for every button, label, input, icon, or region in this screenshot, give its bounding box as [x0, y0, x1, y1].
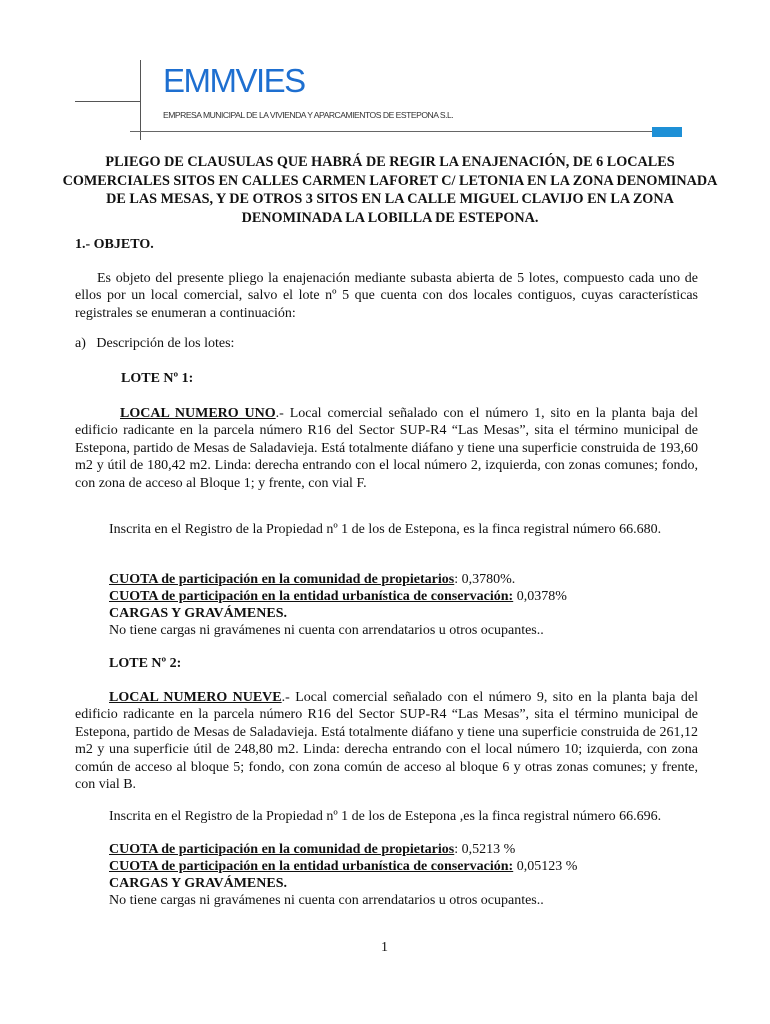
- lote-1-cargas-text: No tiene cargas ni gravámenes ni cuenta con arrendatarios u otros ocupantes..: [109, 623, 544, 638]
- lote-1-cuota-entidad-value: 0,0378%: [513, 589, 567, 604]
- lote-2-cargas-label: CARGAS Y GRAVÁMENES.: [109, 876, 288, 891]
- lote-2-cuota-propietarios: [109, 841, 515, 858]
- lote-2-cargas-text: No tiene cargas ni gravámenes ni cuenta con arrendatarios u otros ocupantes..: [109, 893, 544, 908]
- lote-1-cuota-propietarios: [109, 571, 515, 588]
- header-vertical-rule: [140, 60, 141, 140]
- header-bottom-rule: [130, 131, 682, 132]
- lote-2-registro: Inscrita en el Registro de la Propiedad nº 1 de los de Estepona ,es la finca registral número 66.696.: [109, 809, 662, 824]
- lote-2-description: [75, 689, 698, 793]
- lote-2-cuota-propietarios-value: : 0,5213 %: [454, 842, 516, 857]
- company-name: EMPRESA MUNICIPAL DE LA VIVIENDA Y APARCAMIENTOS DE ESTEPONA S.L.: [163, 110, 454, 120]
- lote-1-description-text: .- Local comercial señalado con el número 1, sito en la planta baja del edificio radicante en la parcela número R16 del Sector SUP-R4 “Las Mesas”, sita el término municipal de Estepona, partido de Mesas de Saladavieja. Está totalmente diáfano y tiene una superficie construida de 193,60 m2 y útil de 180,42 m2. Linda: derecha entrando con el local número 2, izquierda, con zonas comunes; fondo, con zona de acceso al Bloque 1; y frente, con vial F.: [75, 406, 698, 491]
- lote-1-cuota-entidad: [109, 588, 567, 605]
- lote-2-local-name: LOCAL NUMERO NUEVE: [109, 690, 282, 705]
- lote-2-cuota-entidad: [109, 858, 577, 875]
- section-heading-objeto: 1.- OBJETO.: [75, 237, 154, 252]
- lote-2-cuota-entidad-label: CUOTA de participación en la entidad urbanística de conservación:: [109, 859, 514, 874]
- header-left-rule: [75, 101, 141, 102]
- lote-2-cuota-entidad-value: 0,05123 %: [513, 859, 578, 874]
- lote-2-heading: LOTE Nº 2:: [109, 656, 182, 671]
- lote-1-cuota-entidad-label: CUOTA de participación en la entidad urbanística de conservación:: [109, 589, 514, 604]
- lote-1-description: [75, 405, 698, 492]
- document-title: PLIEGO DE CLAUSULAS QUE HABRÁ DE REGIR LA ENAJENACIÓN, DE 6 LOCALES COMERCIALES SITOS EN CALLES CARMEN LAFORET C/ LETONIA EN LA ZONA DENOMINADA DE LAS MESAS, Y DE OTROS 3 SITOS EN LA CALLE MIGUEL CLAVIJO EN LA ZONA DENOMINADA LA LOBILLA DE ESTEPONA.: [62, 154, 718, 226]
- lote-2-description-text: .- Local comercial señalado con el número 9, sito en la planta baja del edificio radicante en la parcela número R16 del Sector SUP-R4 “Las Mesas”, sita el término municipal de Estepona, partido de Mesas de Saladavieja. Está totalmente diáfano y tiene una superficie construida de 261,12 m2 y una superficie útil de 248,80 m2. Linda: derecha entrando con el local número 10; izquierda, con zona común de acceso al bloque 5; fondo, con zona común de acceso al bloque 6 y otras zonas comunes; y frente, con vial B.: [75, 690, 699, 793]
- lote-1-heading: LOTE Nº 1:: [121, 371, 194, 386]
- lote-1-local-name: LOCAL NUMERO UNO: [120, 406, 276, 421]
- lote-2-cuota-propietarios-label: CUOTA de participación en la comunidad de propietarios: [109, 842, 455, 857]
- header-accent-bar: [652, 127, 682, 137]
- page-number: 1: [381, 940, 388, 955]
- lots-description-item: a) Descripción de los lotes:: [75, 336, 235, 351]
- lote-1-cuota-propietarios-label: CUOTA de participación en la comunidad de propietarios: [109, 572, 455, 587]
- lote-1-registro: Inscrita en el Registro de la Propiedad nº 1 de los de Estepona, es la finca registral número 66.680.: [109, 522, 662, 537]
- lote-1-cargas-label: CARGAS Y GRAVÁMENES.: [109, 606, 288, 621]
- intro-paragraph: Es objeto del presente pliego la enajenación mediante subasta abierta de 5 lotes, compuesto cada uno de ellos por un local comercial, salvo el lote nº 5 que cuenta con dos locales contiguos, cuyas características registrales se enumeran a continuación:: [75, 271, 698, 321]
- lote-1-cuota-propietarios-value: : 0,3780%.: [454, 572, 516, 587]
- company-logo: EMMVIES: [163, 62, 305, 99]
